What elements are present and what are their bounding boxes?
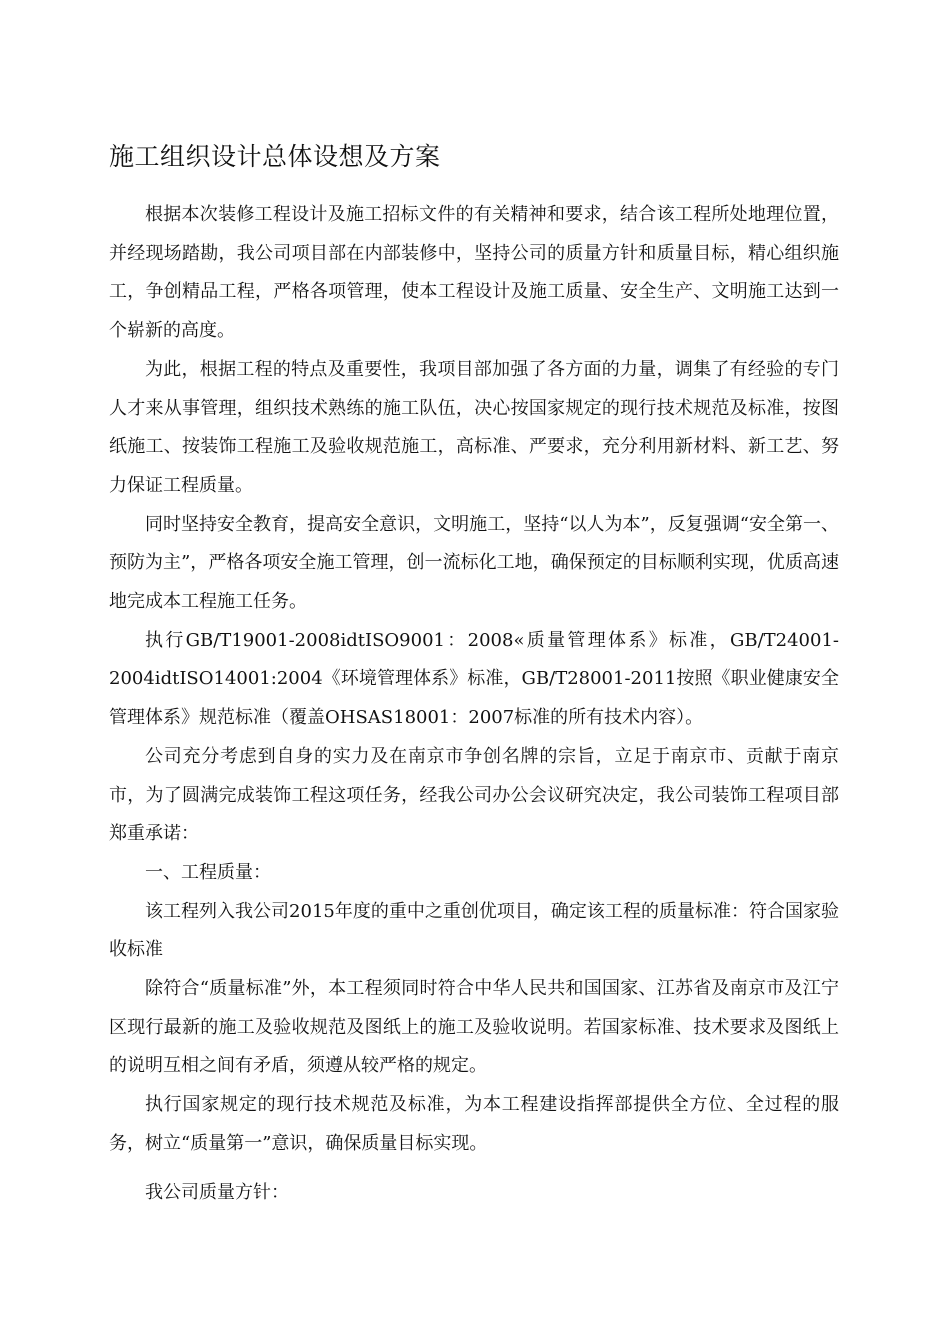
document-title: 施工组织设计总体设想及方案 [109,142,441,171]
paragraph-safety: 同时坚持安全教育，提高安全意识，文明施工，坚持“以人为本”，反复强调“安全第一、预防为主”，严格各项安全施工管理，创一流标化工地，确保预定的目标顺利实现，优质高速地完成本工程施工任务。 [109,513,839,613]
paragraph-standards: 执行GB/T19001-2008idtISO9001：2008«质量管理体系》标准，GB/T24001-2004idtISO14001:2004《环境管理体系》标准，GB/T28001-2011按照《职业健康安全管理体系》规范标准（覆盖OHSAS18001：2007标准的所有技术内容）。 [109,629,839,729]
document-body [109,196,839,1212]
paragraph-team: 为此，根据工程的特点及重要性，我项目部加强了各方面的力量，调集了有经验的专门人才来从事管理，组织技术熟练的施工队伍，决心按国家规定的现行技术规范及标准，按图纸施工、按装饰工程施工及验收规范施工，高标准、严要求，充分利用新材料、新工艺、努力保证工程质量。 [109,358,839,496]
paragraph-intro: 根据本次装修工程设计及施工招标文件的有关精神和要求，结合该工程所处地理位置，并经现场踏勘，我公司项目部在内部装修中，坚持公司的质量方针和质量目标，精心组织施工，争创精品工程，严格各项管理，使本工程设计及施工质量、安全生产、文明施工达到一个崭新的高度。 [109,204,839,342]
paragraph-quality-standard: 该工程列入我公司2015年度的重中之重创优项目，确定该工程的质量标准：符合国家验收标准 [109,900,839,961]
paragraph-regulations: 除符合“质量标准”外，本工程须同时符合中华人民共和国国家、江苏省及南京市及江宁区现行最新的施工及验收规范及图纸上的施工及验收说明。若国家标准、技术要求及图纸上的说明互相之间有矛盾，须遵从较严格的规定。 [109,978,839,1077]
section-heading-quality: 一、工程质量： [145,861,271,883]
paragraph-quality-policy: 我公司质量方针： [145,1181,289,1203]
paragraph-service: 执行国家规定的现行技术规范及标准，为本工程建设指挥部提供全方位、全过程的服务，树立“质量第一”意识，确保质量目标实现。 [109,1094,839,1154]
paragraph-commitment: 公司充分考虑到自身的实力及在南京市争创名牌的宗旨，立足于南京市、贡献于南京市，为了圆满完成装饰工程这项任务，经我公司办公会议研究决定，我公司装饰工程项目部郑重承诺： [109,745,839,845]
